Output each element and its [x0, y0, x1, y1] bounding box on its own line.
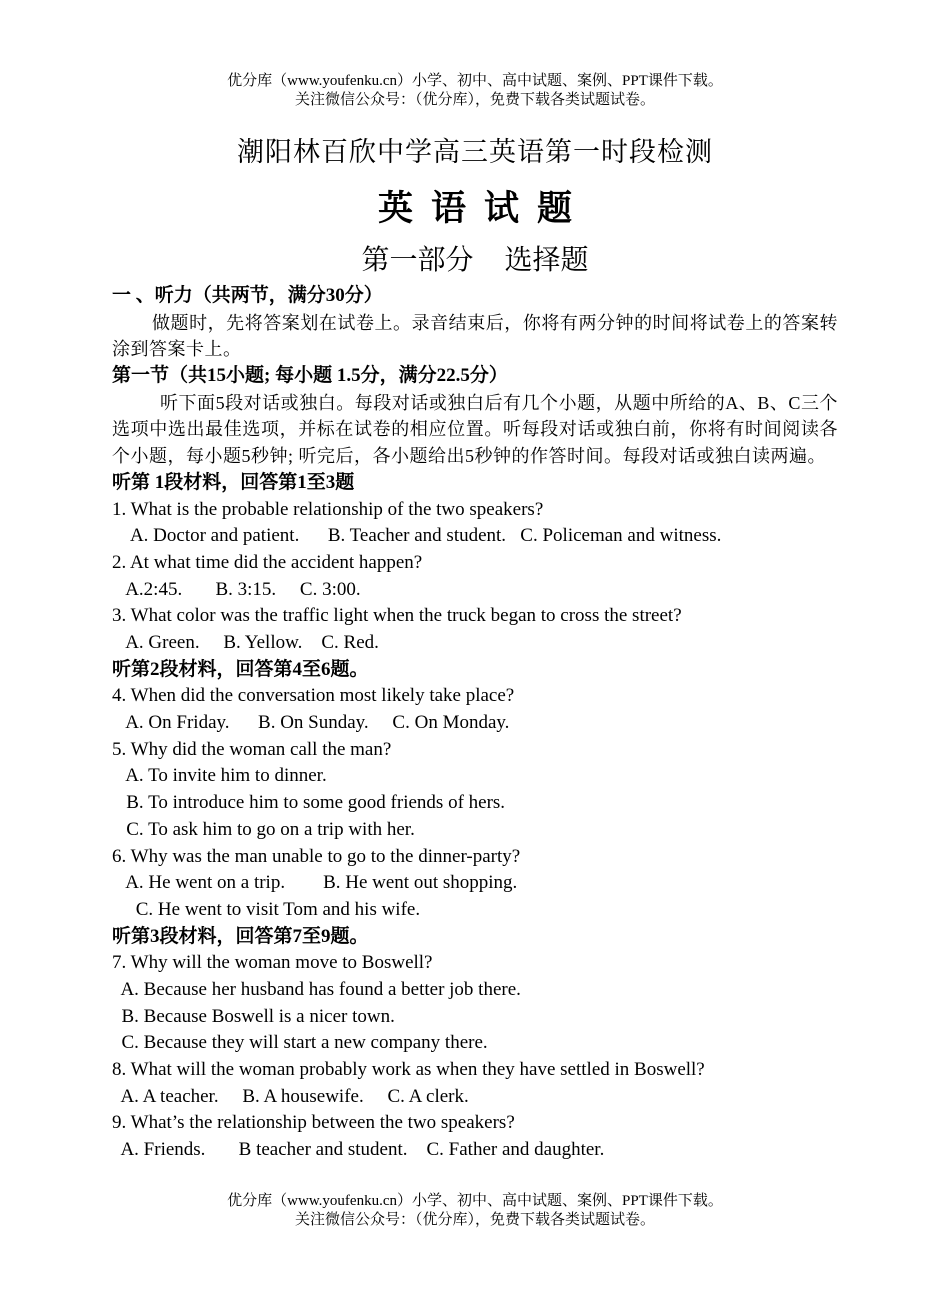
footer-line-1: 优分库（www.youfenku.cn）小学、初中、高中试题、案例、PPT课件下载。	[227, 1193, 723, 1209]
material-heading: 听第2段材料，回答第4至6题。	[112, 658, 369, 680]
part-instructions: 听下面5段对话或独白。每段对话或独白后有几个小题，从题中所给的A、B、C三个选项中选出最佳选项，并标在试卷的相应位置。听每段对话或独白前，你将有时间阅读各个小题，每小题5秒钟; 听完后，各小题给出5秒钟的作答时间。每段对话或独白读两遍。	[112, 392, 838, 467]
material-heading: 听第3段材料，回答第7至9题。	[112, 925, 369, 947]
header-line-2: 关注微信公众号：（优分库），免费下载各类试题试卷。	[294, 92, 655, 108]
question-line: 4. When did the conversation most likely take place?	[112, 685, 515, 707]
section-instructions: 做题时，先将答案划在试卷上。录音结束后，你将有两分钟的时间将试卷上的答案转涂到答案卡上。	[112, 312, 838, 360]
question-line: A. Green. B. Yellow. C. Red.	[112, 632, 379, 654]
part-heading: 第一节（共15小题; 每小题 1.5分，满分22.5分）	[112, 365, 508, 387]
question-line: 6. Why was the man unable to go to the dinner-party?	[112, 845, 521, 867]
header-line-1: 优分库（www.youfenku.cn）小学、初中、高中试题、案例、PPT课件下载。	[227, 73, 723, 89]
question-line: 3. What color was the traffic light when the truck began to cross the street?	[112, 605, 682, 627]
question-line: A. On Friday. B. On Sunday. C. On Monday.	[112, 712, 510, 734]
question-line: 8. What will the woman probably work as when they have settled in Boswell?	[112, 1059, 705, 1081]
section-heading: 一 、听力（共两节，满分30分）	[112, 285, 383, 306]
school-title: 潮阳林百欣中学高三英语第一时段检测	[237, 137, 713, 167]
question-line: A. He went on a trip. B. He went out shopping.	[112, 872, 518, 894]
question-line: A. Because her husband has found a better job there.	[112, 978, 521, 1000]
question-line: C. Because they will start a new company there.	[112, 1032, 488, 1054]
question-line: B. Because Boswell is a nicer town.	[112, 1005, 395, 1027]
question-line: 1. What is the probable relationship of the two speakers?	[112, 498, 544, 520]
question-line: C. He went to visit Tom and his wife.	[112, 898, 421, 920]
part-title: 第一部分 选择题	[361, 245, 589, 276]
question-line: A. To invite him to dinner.	[112, 765, 327, 787]
question-line: 7. Why will the woman move to Boswell?	[112, 952, 433, 974]
question-line: 5. Why did the woman call the man?	[112, 738, 392, 760]
material-heading: 听第 1段材料，回答第1至3题	[112, 471, 355, 493]
question-line: A. Friends. B teacher and student. C. Father and daughter.	[112, 1139, 605, 1161]
footer-line-2: 关注微信公众号：（优分库），免费下载各类试题试卷。	[294, 1212, 655, 1228]
page-footer	[0, 1192, 950, 1230]
document-body	[112, 283, 838, 1164]
question-line: C. To ask him to go on a trip with her.	[112, 818, 415, 840]
page-header	[0, 72, 950, 110]
question-line: A.2:45. B. 3:15. C. 3:00.	[112, 578, 361, 600]
question-line: A. Doctor and patient. B. Teacher and student. C. Policeman and witness.	[112, 525, 722, 547]
question-line: 9. What’s the relationship between the two speakers?	[112, 1112, 515, 1134]
question-line: A. A teacher. B. A housewife. C. A clerk.	[112, 1085, 469, 1107]
question-line: 2. At what time did the accident happen?	[112, 551, 423, 573]
question-line: B. To introduce him to some good friends of hers.	[112, 792, 506, 814]
exam-title: 英语试题	[377, 189, 590, 228]
question-list	[112, 470, 838, 1164]
